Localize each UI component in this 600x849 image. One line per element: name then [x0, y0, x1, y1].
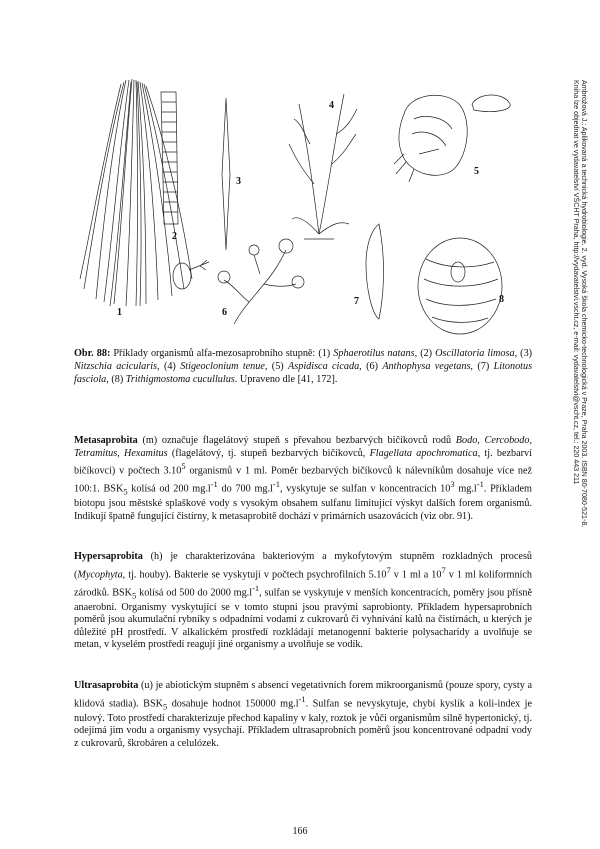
- side-note: [572, 80, 588, 590]
- sphaerotilus-drawing: [80, 79, 192, 306]
- caption-item: (3) Nitzschia acicularis,: [74, 348, 533, 372]
- term-ultrasaprobita: Ultrasaprobita: [74, 680, 139, 691]
- figure-label-5: 5: [474, 166, 479, 177]
- nitzschia-drawing: [222, 98, 230, 250]
- paragraph-metasaprobita: Metasaprobita (m) označuje flagelátový stupeň s převahou bezbarvých bičíkovců rodů Bodo, Cercobodo, Tetramitus, Hexamitus (flagelátový, tj. stupeň bezbarvých bičíkovců, Flagellata apochromatica, tj. bezbarví bičíkovci) v počtech 3.10$^5$ organismů v 1 ml. Poměr bezbarvých bičíkovců k nálevníkům dosahuje více než 100:1. $BSK_5$ kolísá od 200 $mg.l^{-1}$ do 700 $mg.l^{-1}$, vyskytuje se sulfan v koncentracích $10^3$ $mg.l^{-1}$. Příkladem biotopu jsou městské splaškové vody s vysokým obsahem sulfanu limitující výskyt dalších forem organismů. Indikují špatně fungující čistírny, k metasaprobitě dochází v primárních usazovácích (viz obr. 91).: [74, 435, 533, 522]
- caption-item: (1) Sphaerotilus natans,: [318, 348, 418, 359]
- aspidisca-drawing: [394, 95, 510, 182]
- caption-lead: Příklady organismů alfa-mezosaprobního stupně:: [113, 348, 316, 359]
- caption-item: (5) Aspidisca cicada,: [271, 360, 362, 372]
- trithigmostoma-drawing: [418, 238, 502, 334]
- side-note-citation: Ambrožová J.: Aplikovaná a technická hydrobiologie. 2. vyd. Vysoká škola chemicko-technologická v Praze, Praha 2003. ISBN 80-7080-521-8.: [580, 80, 588, 528]
- term-hypersaprobita: Hypersaprobita: [74, 551, 143, 562]
- figure-label-8: 8: [499, 294, 504, 305]
- caption-item: (7) Litonotus fasciola,: [74, 360, 533, 385]
- figure-label-2: 2: [172, 231, 177, 242]
- figure-label-6: 6: [222, 307, 227, 318]
- caption-item: (2) Oscillatoria limosa,: [420, 348, 518, 359]
- caption-item: (6) Anthophysa vegetans,: [366, 360, 473, 372]
- figure-organisms: [74, 74, 526, 342]
- caption-item: (4) Stigeoclonium tenue,: [163, 360, 268, 372]
- figure-label-4: 4: [329, 100, 334, 111]
- stigeoclonium-drawing: [289, 94, 357, 239]
- page-number: 166: [292, 826, 308, 837]
- caption-source: Upraveno dle [41, 172].: [239, 373, 338, 385]
- figure-label-7: 7: [354, 296, 359, 307]
- caption-label: Obr. 88:: [74, 348, 111, 359]
- paragraph-hypersaprobita: Hypersaprobita (h) je charakterizována bakteriovým a mykofytovým stupněm rozkladných procesů (Mycophyta, tj. houby). Bakterie se vyskytují v počtech psychrofilních 5.10$^7$ v 1 ml a $10^7$ v 1 ml koliformních zárodků. $BSK_5$ kolísá od 500 do 2000 $mg.l^{-1}$, sulfan se vyskytuje v menších koncentracích, poměry jsou přísně anaerobní. Organismy vyskytující se v tomto stupni jsou pravými saprobionty. Příkladem hypersaprobních poměrů jsou akumulační rybníky s odpadními vodami z cukrovarů či vyhnívání kalů na čistírnách, u kterých je důležité pH prostředí. V alkalickém prostředí rozkládají metanogenní bakterie polysacharidy a uvolňuje se metan, v kyselém prostředí reagují jiné organismy a uvolňuje se vodík.: [74, 551, 532, 651]
- figure-label-3: 3: [236, 176, 241, 187]
- litonotus-drawing: [366, 224, 384, 319]
- term-metasaprobita: Metasaprobita: [74, 435, 138, 446]
- organism-illustrations: [74, 74, 526, 342]
- side-note-order-info: Kniha lze objednat ve vydavatelství VŠCHT Praha, http://vydavatelstvi.vscht.cz, e-mail: vydavatelstvi@vscht.cz, tel.: 220 443 211: [571, 80, 580, 485]
- caption-item: (8) Trithigmostoma cucullulus.: [111, 373, 238, 385]
- anthophysa-drawing: [173, 239, 304, 324]
- figure-caption: [74, 348, 532, 386]
- figure-label-1: 1: [117, 307, 122, 318]
- paragraph-ultrasaprobita: Ultrasaprobita (u) je abiotickým stupněm s absencí vegetativních forem mikroorganismů (pouze spory, cysty a klidová stadia). $BSK_5$ dosahuje hodnot 150000 $mg.l^{-1}$. Sulfan se nevyskytuje, chybí kyslík a koli-index je nulový. Toto prostředí charakterizuje přechod kapaliny v kaly, roztok je vůči organismům silně hypertonický, tj. odejímá jim vodu a organismy vysychají. Příkladem ultrasaprobních poměrů jsou koncentrované odpadní vody z cukrovarů, škrobáren a celulózek.: [74, 680, 532, 749]
